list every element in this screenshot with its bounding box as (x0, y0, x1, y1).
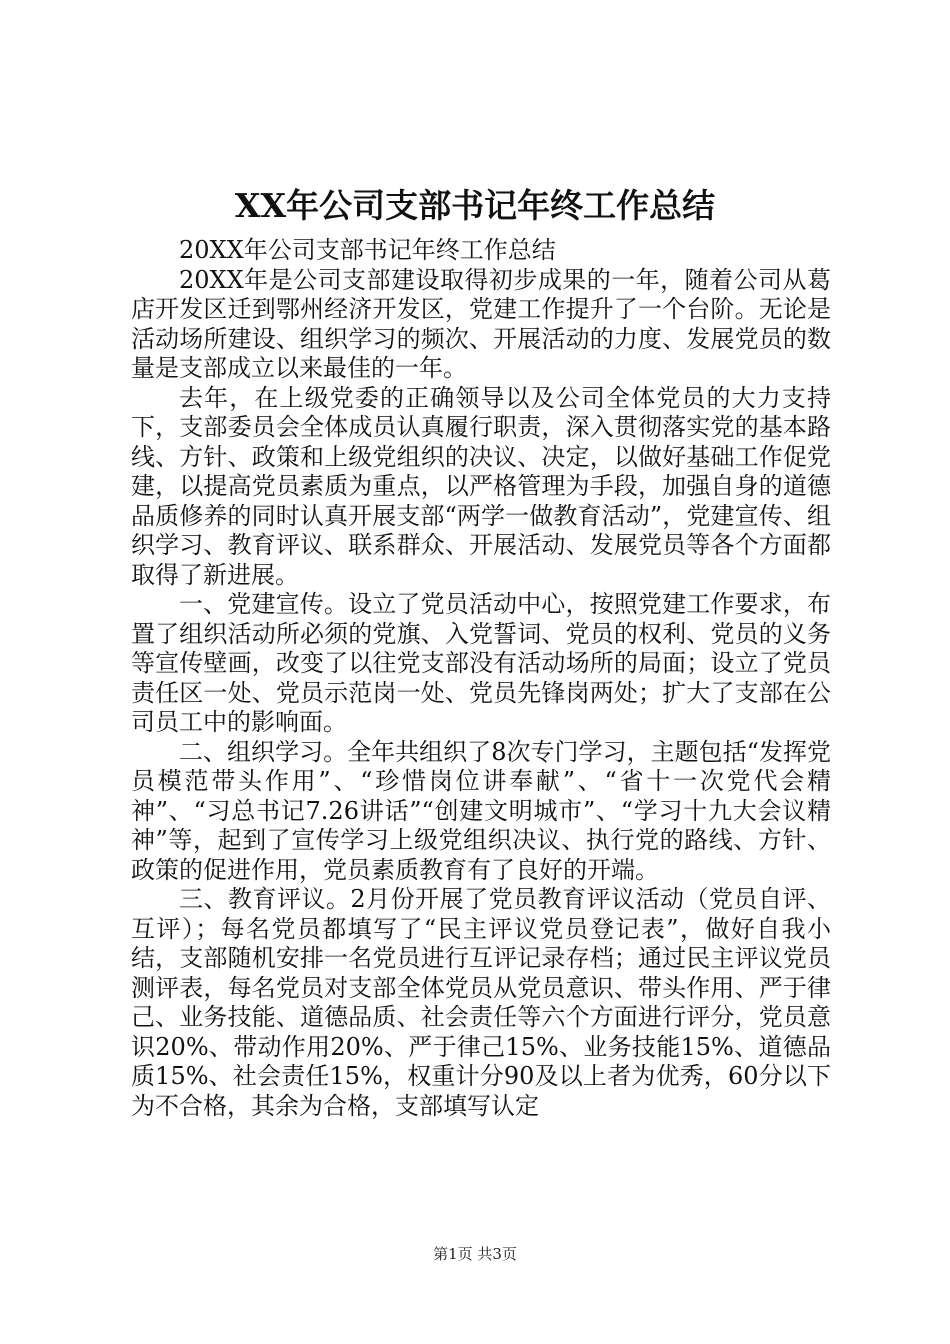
paragraph-overview: 去年，在上级党委的正确领导以及公司全体党员的大力支持下，支部委员会全体成员认真履行职责，深入贯彻落实党的基本路线、方针、政策和上级党组织的决议、决定，以做好基础工作促党建，以提高党员素质为重点，以严格管理为手段，加强自身的道德品质修养的同时认真开展支部“两学一做教育活动”，党建宣传、组织学习、教育评议、联系群众、开展活动、发展党员等各个方面都取得了新进展。 (131, 383, 831, 589)
document-body (131, 236, 831, 1121)
paragraph-intro: 20XX年是公司支部建设取得初步成果的一年，随着公司从葛店开发区迁到鄂州经济开发区，党建工作提升了一个台阶。无论是活动场所建设、组织学习的频次、开展活动的力度、发展党员的数量是支部成立以来最佳的一年。 (131, 265, 831, 382)
paragraph-subtitle: 20XX年公司支部书记年终工作总结 (179, 236, 556, 264)
paragraph-party-publicity: 一、党建宣传。设立了党员活动中心，按照党建工作要求，布置了组织活动所必须的党旗、入党誓词、党员的权利、党员的义务等宣传壁画，改变了以往党支部没有活动场所的局面；设立了党员责任区一处、党员示范岗一处、党员先锋岗两处；扩大了支部在公司员工中的影响面。 (131, 590, 831, 736)
paragraph-education-evaluation: 三、教育评议。2月份开展了党员教育评议活动（党员自评、互评）；每名党员都填写了“民主评议党员登记表”，做好自我小结，支部随机安排一名党员进行互评记录存档；通过民主评议党员测评表，每名党员对支部全体党员从党员意识、带头作用、严于律己、业务技能、道德品质、社会责任等六个方面进行评分，党员意识20%、带动作用20%、严于律己15%、业务技能15%、道德品质15%、社会责任15%，权重计分90及以上者为优秀，60分以下为不合格，其余为合格，支部填写认定 (131, 885, 831, 1120)
paragraph-organized-study: 二、组织学习。全年共组织了8次专门学习，主题包括“发挥党员模范带头作用”、“珍惜岗位讲奉献”、“省十一次党代会精神”、“习总书记7.26讲话”“创建文明城市”、“学习十九大会议精神”等，起到了宣传学习上级党组织决议、执行党的路线、方针、政策的促进作用，党员素质教育有了良好的开端。 (131, 737, 831, 884)
page-number-footer: 第1页 共3页 (433, 1245, 517, 1263)
document-title: XX年公司支部书记年终工作总结 (234, 186, 716, 225)
